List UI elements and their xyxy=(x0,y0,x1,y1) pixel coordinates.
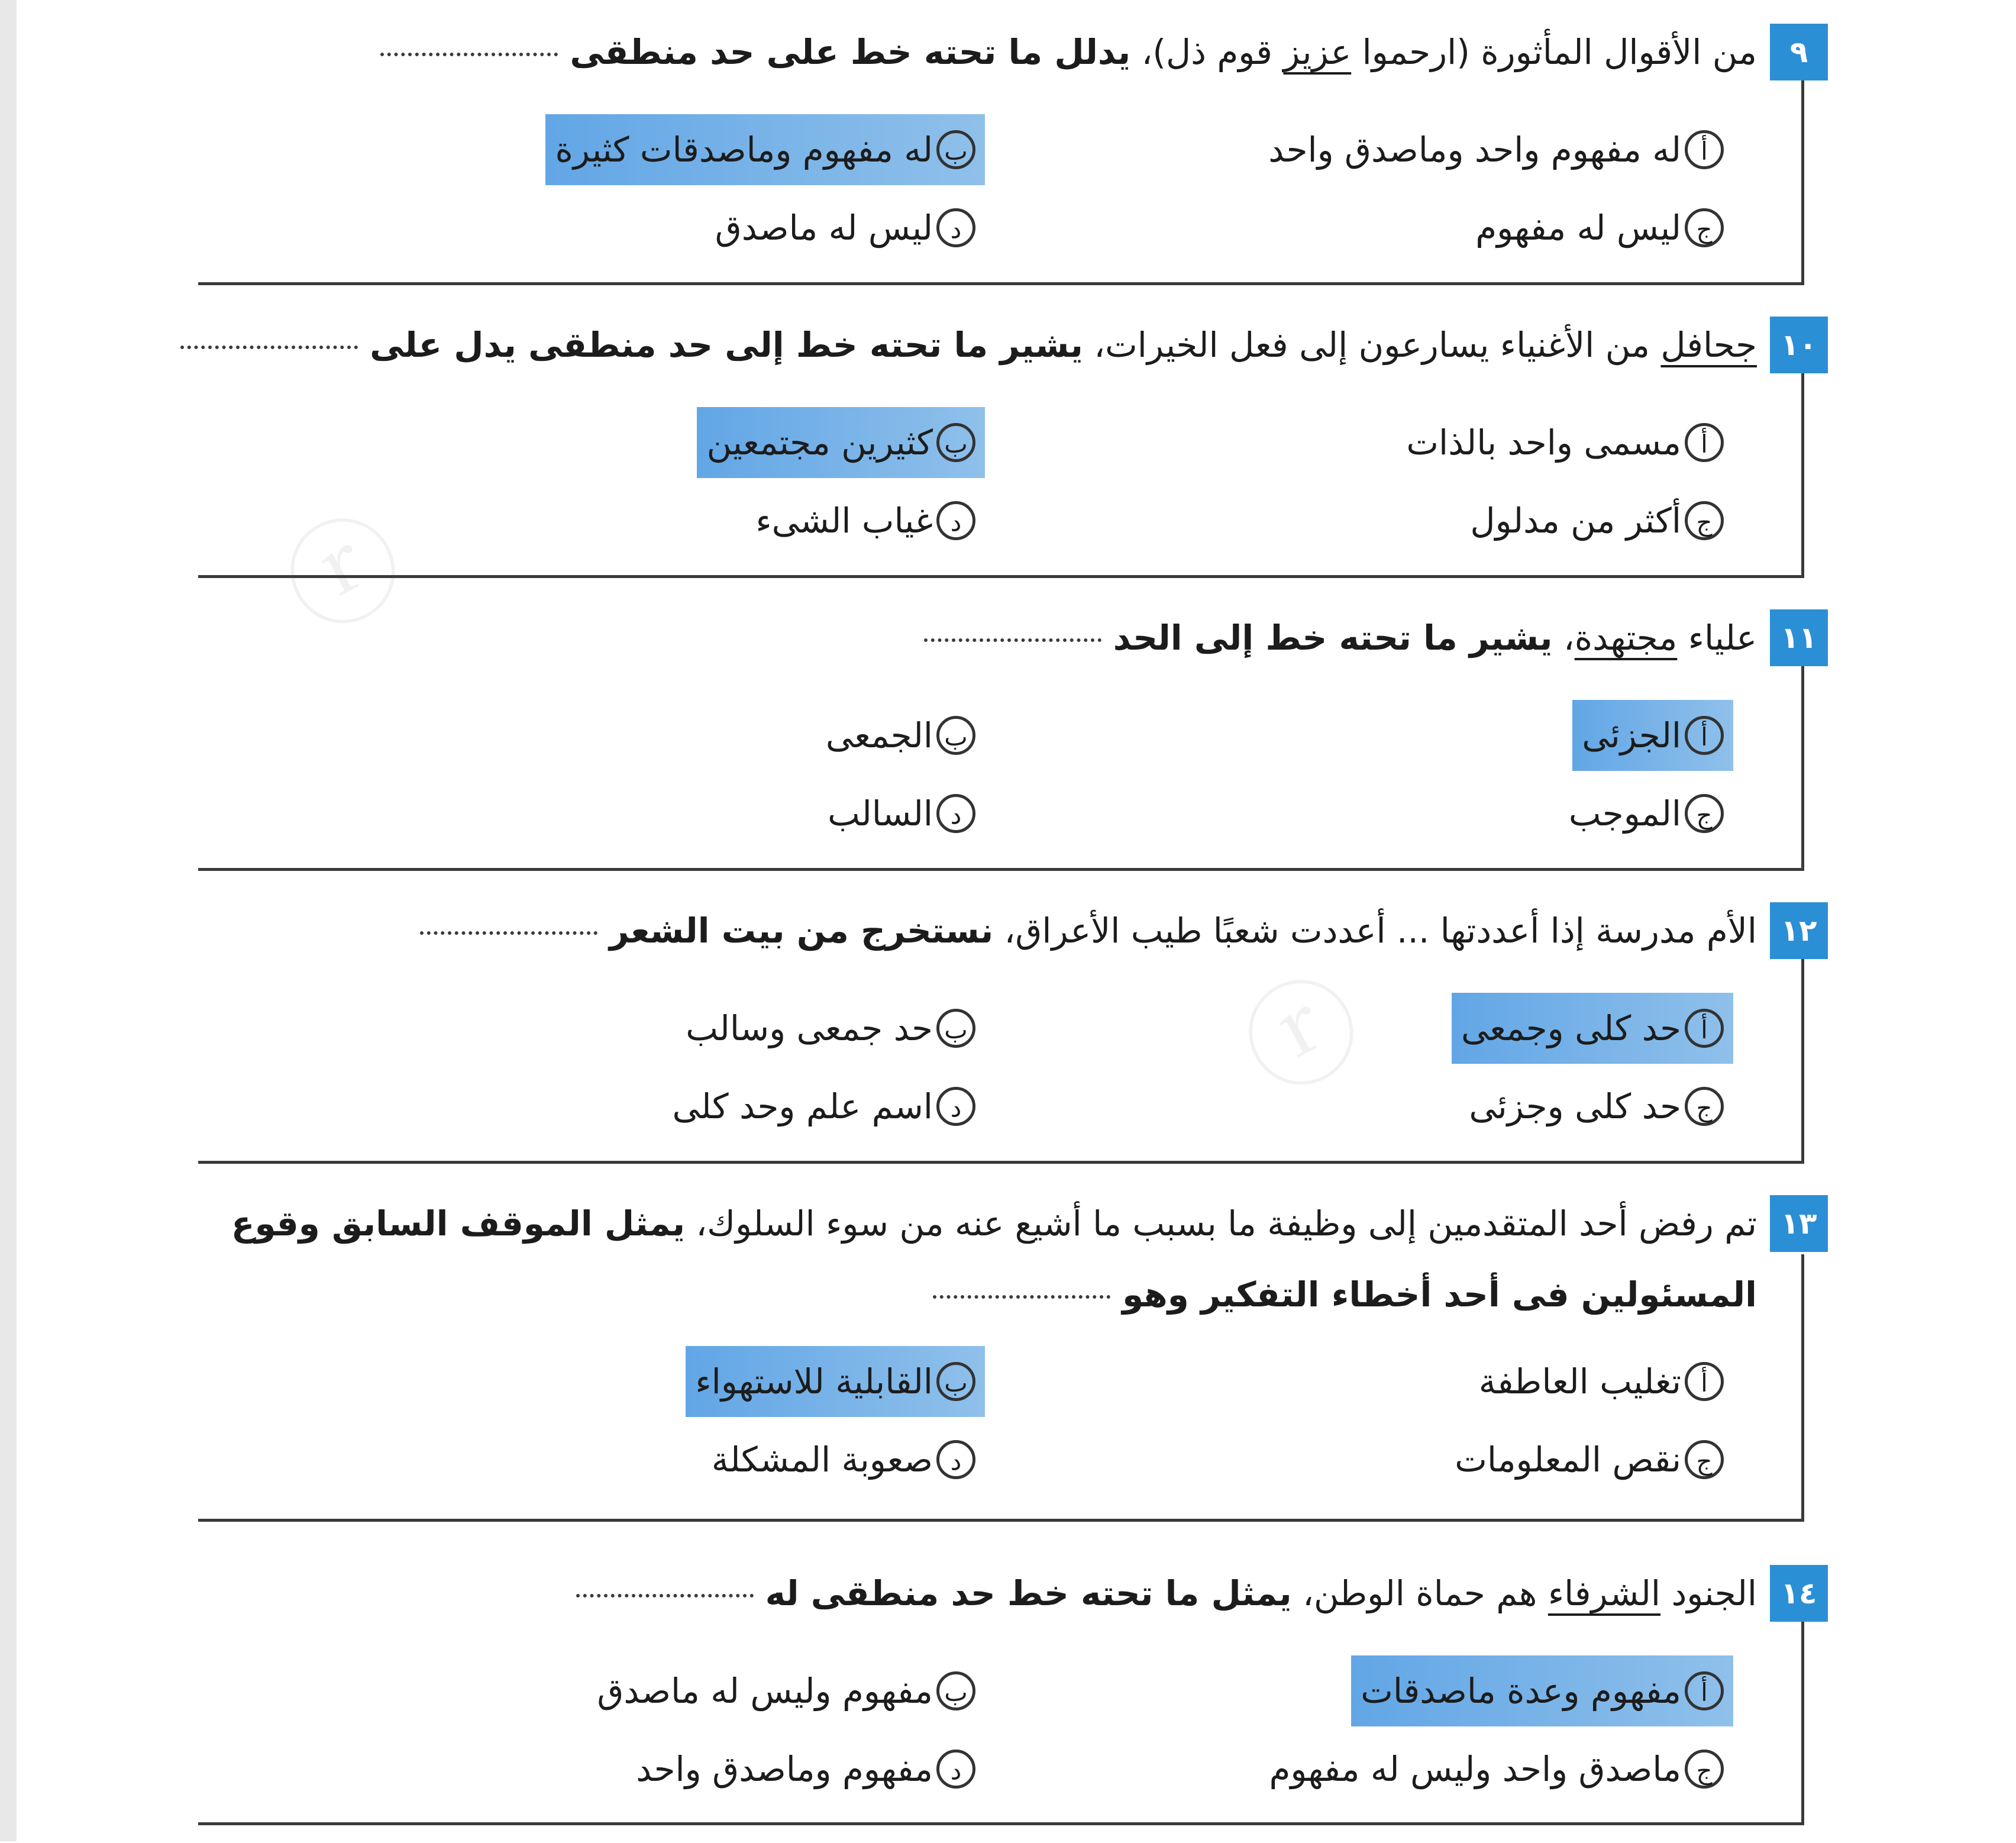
option-text: القابلية للاستهواء xyxy=(695,1361,933,1402)
option-text: السالب xyxy=(828,793,933,834)
option-letter-circle: د xyxy=(936,501,975,540)
answer-blank xyxy=(933,1295,1110,1299)
question-number-badge: ١١ xyxy=(1770,609,1828,666)
question-stem-line-2: المسئولين فى أحد أخطاء التفكير وهو xyxy=(933,1266,1757,1323)
watermark-mark: ⓡ xyxy=(1222,951,1384,1120)
option-text: الجمعى xyxy=(825,715,933,756)
option-text: مفهوم وعدة ماصدقات xyxy=(1361,1671,1681,1711)
option-text: ليس له مفهوم xyxy=(1475,208,1681,248)
underlined-term: مجتهدة xyxy=(1574,618,1678,658)
option-letter-circle: ج xyxy=(1685,1087,1724,1126)
option-b[interactable] xyxy=(587,1655,985,1726)
option-d[interactable] xyxy=(818,778,985,849)
option-b[interactable] xyxy=(676,993,985,1064)
option-c[interactable] xyxy=(1559,778,1733,849)
option-a-correct[interactable] xyxy=(1572,700,1733,771)
option-d[interactable] xyxy=(706,192,985,263)
question-number-badge: ٩ xyxy=(1770,24,1828,80)
option-letter-circle: د xyxy=(936,1750,975,1789)
option-letter-circle: أ xyxy=(1685,130,1724,169)
underlined-term: الشرفاء xyxy=(1547,1573,1661,1613)
option-text: غياب الشىء xyxy=(755,501,933,541)
option-d[interactable] xyxy=(626,1734,985,1805)
option-letter-circle: أ xyxy=(1685,1671,1724,1710)
option-c[interactable] xyxy=(1445,1424,1733,1495)
option-text: مفهوم وماصدق واحد xyxy=(636,1749,933,1789)
option-text: أكثر من مدلول xyxy=(1470,501,1681,541)
option-text: صعوبة المشكلة xyxy=(711,1439,933,1480)
option-b-correct[interactable] xyxy=(545,114,985,185)
option-text: الموجب xyxy=(1568,793,1681,834)
option-text: الجزئى xyxy=(1582,715,1681,756)
option-letter-circle: أ xyxy=(1685,423,1724,462)
page-left-edge xyxy=(0,0,17,1841)
option-text: نقص المعلومات xyxy=(1455,1439,1681,1480)
option-text: ماصدق واحد وليس له مفهوم xyxy=(1269,1749,1681,1789)
option-text: مفهوم وليس له ماصدق xyxy=(597,1671,933,1711)
option-text: حد جمعى وسالب xyxy=(686,1008,933,1048)
question-number-badge: ١٣ xyxy=(1770,1195,1828,1252)
option-letter-circle: ج xyxy=(1685,501,1724,540)
underlined-term: عزيز xyxy=(1283,32,1352,72)
option-a-correct[interactable] xyxy=(1452,993,1733,1064)
option-letter-circle: أ xyxy=(1685,1362,1724,1401)
option-text: تغليب العاطفة xyxy=(1478,1361,1681,1402)
option-text: له مفهوم وماصدقات كثيرة xyxy=(555,130,933,170)
question-block xyxy=(201,317,1828,595)
option-letter-circle: ب xyxy=(936,1362,975,1401)
question-block xyxy=(201,24,1828,302)
option-c[interactable] xyxy=(1259,1734,1733,1805)
option-letter-circle: أ xyxy=(1685,716,1724,755)
option-d[interactable] xyxy=(702,1424,985,1495)
option-letter-circle: د xyxy=(936,1087,975,1126)
option-letter-circle: د xyxy=(936,208,975,247)
question-block xyxy=(201,609,1828,887)
question-block xyxy=(201,1195,1828,1526)
answer-blank xyxy=(420,931,597,935)
question-block xyxy=(201,1565,1828,1843)
option-letter-circle: ج xyxy=(1685,1440,1724,1479)
option-text: حد كلى وجمعى xyxy=(1461,1008,1681,1048)
option-b[interactable] xyxy=(816,700,985,771)
answer-blank xyxy=(380,53,558,56)
option-a[interactable] xyxy=(1469,1346,1733,1417)
answer-blank xyxy=(180,346,358,349)
option-text: ليس له ماصدق xyxy=(715,208,933,248)
question-stem-line-1: تم رفض أحد المتقدمين إلى وظيفة ما بسبب ما أشيع عنه من سوء السلوك، يمثل الموقف السابق وقوع xyxy=(231,1203,1757,1244)
answer-blank xyxy=(924,638,1101,642)
option-text: مسمى واحد بالذات xyxy=(1406,422,1681,463)
option-letter-circle: أ xyxy=(1685,1009,1724,1048)
option-letter-circle: ب xyxy=(936,423,975,462)
question-stem: الجنود الشرفاء هم حماة الوطن، يمثل ما تحته خط حد منطقى له xyxy=(576,1565,1757,1622)
question-stem: الأم مدرسة إذا أعددتها ... أعددت شعبًا طيب الأعراق، نستخرج من بيت الشعر xyxy=(420,902,1757,959)
option-text: كثيرين مجتمعين xyxy=(706,422,933,463)
option-a-correct[interactable] xyxy=(1351,1655,1733,1726)
question-stem: من الأقوال المأثورة (ارحموا عزيز قوم ذل)، يدلل ما تحته خط على حد منطقى xyxy=(380,24,1757,80)
option-letter-circle: ج xyxy=(1685,1750,1724,1789)
question-number-badge: ١٢ xyxy=(1770,902,1828,959)
option-letter-circle: ب xyxy=(936,716,975,755)
option-letter-circle: د xyxy=(936,794,975,833)
option-c[interactable] xyxy=(1466,192,1733,263)
option-text: حد كلى وجزئى xyxy=(1469,1086,1681,1127)
option-letter-circle: ب xyxy=(936,130,975,169)
option-d[interactable] xyxy=(663,1071,986,1142)
question-stem: علياء مجتهدة، يشير ما تحته خط إلى الحد xyxy=(924,609,1757,666)
option-d[interactable] xyxy=(746,485,985,556)
option-text: اسم علم وحد كلى xyxy=(672,1086,933,1127)
option-b-correct[interactable] xyxy=(697,407,985,478)
option-a[interactable] xyxy=(1259,114,1733,185)
question-number-badge: ١٠ xyxy=(1770,317,1828,373)
option-letter-circle: ج xyxy=(1685,208,1724,247)
option-letter-circle: ج xyxy=(1685,794,1724,833)
watermark-mark: ⓡ xyxy=(264,490,425,659)
option-letter-circle: د xyxy=(936,1440,975,1479)
answer-blank xyxy=(576,1594,754,1597)
question-block xyxy=(201,902,1828,1180)
option-b-correct[interactable] xyxy=(686,1346,985,1417)
question-number-badge: ١٤ xyxy=(1770,1565,1828,1622)
question-stem: جحافل من الأغنياء يسارعون إلى فعل الخيرات، يشير ما تحته خط إلى حد منطقى يدل على xyxy=(180,317,1757,373)
option-c[interactable] xyxy=(1461,485,1733,556)
option-text: له مفهوم واحد وماصدق واحد xyxy=(1268,130,1681,170)
option-c[interactable] xyxy=(1459,1071,1733,1142)
underlined-term: جحافل xyxy=(1660,325,1757,365)
option-a[interactable] xyxy=(1397,407,1733,478)
option-letter-circle: ب xyxy=(936,1671,975,1710)
option-letter-circle: ب xyxy=(936,1009,975,1048)
